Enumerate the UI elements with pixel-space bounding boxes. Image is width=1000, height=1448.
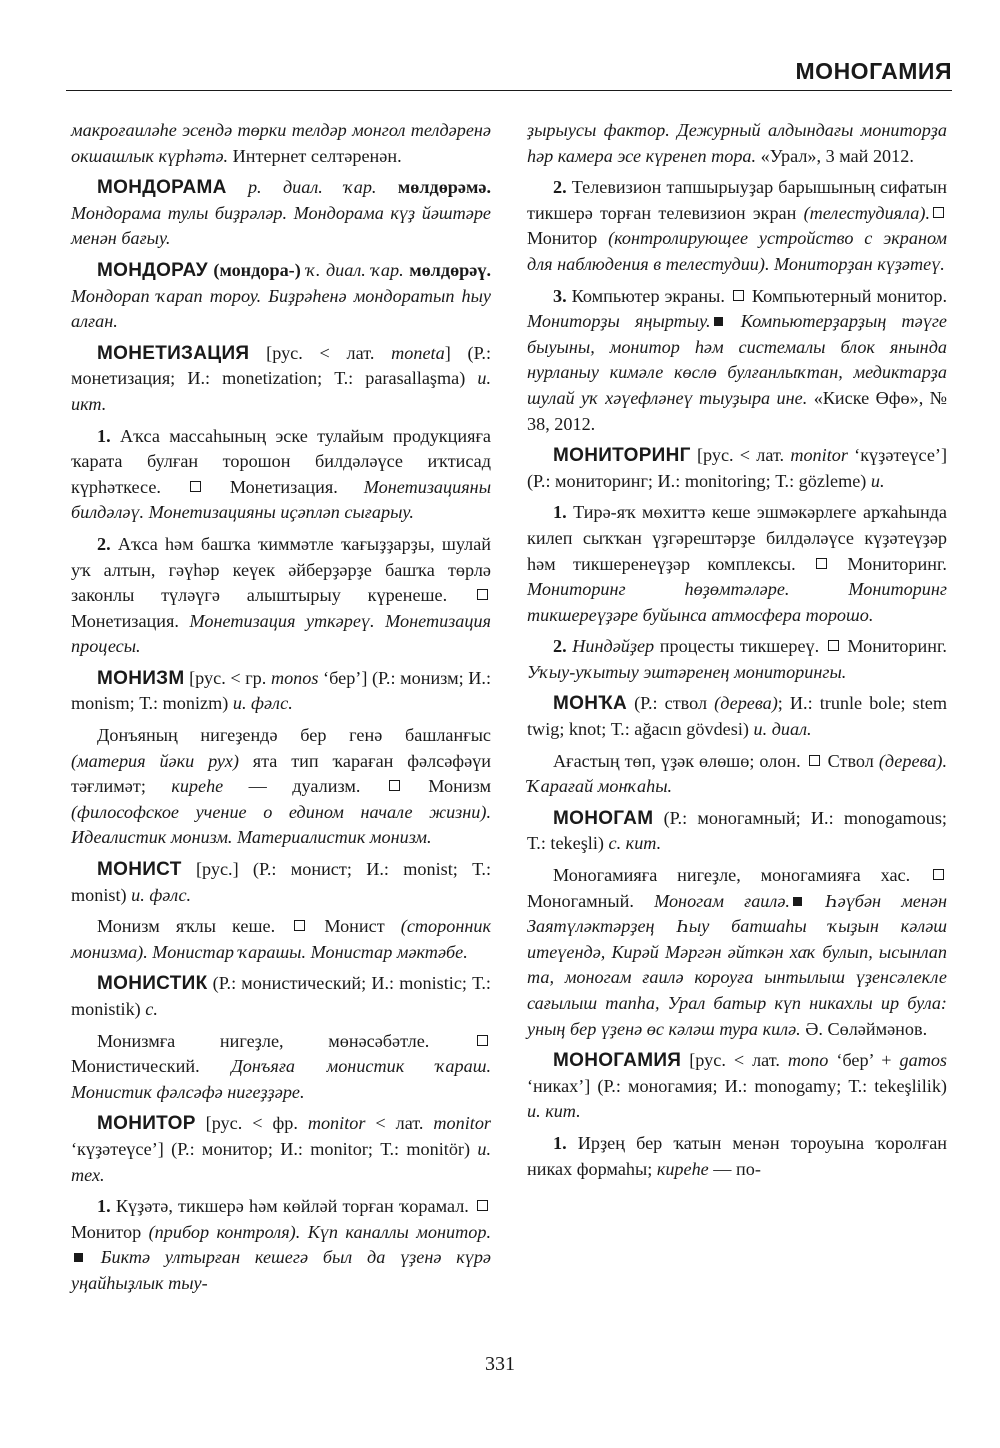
entry-text: макроғаиләһе эсендә төрки телдәр монгол телдәренә окшашлык күрһәтә. (71, 120, 491, 166)
definition-paragraph (527, 175, 947, 277)
entry-text: monitor (307, 1113, 366, 1134)
entry-text: 1. (97, 425, 111, 446)
entry-text: с. (145, 999, 158, 1019)
running-head: МОНОГАМИЯ (795, 58, 952, 84)
entry-text: и. фәлс. (131, 884, 192, 905)
entry-text: ята тип ҡараған фәлсәфәүи тәғлимәт; (71, 750, 491, 797)
open-square-icon (733, 290, 744, 301)
filled-square-icon (74, 1253, 83, 1262)
entry-text: Аҡса һәм башҡа ҡиммәтле ҡағыҙҙарҙы, шулай уҡ алтын, гәүһәр кеүек әйберҙәрҙе башҡа төрлә законлы түләүгә алыштырыу күренеше. (71, 533, 491, 606)
definition-paragraph (527, 500, 947, 628)
entry-text: 3. (553, 285, 567, 306)
entry-text: ] (Р.: монетизация; И.: monetization; Т.: parasallaşma) (71, 342, 492, 389)
headword: МОНДОРАМА (97, 177, 227, 199)
headword: МОНИТОРИНГ (553, 445, 691, 467)
entry-text: Моногамный. (527, 890, 655, 911)
entry-text: Аҡса массаһының эске тулайым продукцияға ҡарата булған торошон билдәләүсе иҡтисад күрһәткесе. (71, 425, 491, 497)
definition-paragraph (527, 1131, 947, 1182)
entry-text: ‘күҙәтеүсе’] (Р.: монитор; И.: monitor; Т.: monitör) (71, 1138, 478, 1159)
entry-text: Мониторинг һөҙөмтәләре. Мониторинг тикшереүҙәре буйынса атмосфера торошо. (527, 579, 947, 625)
definition-paragraph (71, 424, 491, 526)
entry-text: (контролирующее устройство с экраном для наблюдения в телестудии). Мониторҙан күҙәтеү. (527, 228, 947, 274)
dictionary-entry (71, 341, 491, 418)
dictionary-entry (527, 691, 947, 742)
entry-text: ҙырыусы фактор. Дежурный алдындағы мониторҙа һәр камера эсе күренеп тора. (527, 120, 947, 166)
entry-text: Мониторҙы яңыртыу. (527, 311, 711, 332)
entry-text: мөлдөрәмә. (397, 177, 491, 198)
entry-text: Уҡыу-уҡытыу эштәренең мониторингы. (527, 661, 847, 682)
entry-text: 2. (97, 533, 111, 554)
entry-text: Компьютер экраны. (566, 285, 730, 306)
entry-text: и. кит. (527, 1101, 581, 1122)
dictionary-entry (71, 857, 491, 908)
open-square-icon (828, 640, 839, 651)
definition-paragraph (527, 284, 947, 438)
open-square-icon (190, 481, 201, 492)
entry-text: Монизм (402, 776, 492, 797)
entry-text: Тирә-яҡ мөхиттә кеше эшмәкәрлеге арҡаһында килеп сыҡҡан үҙгәрештәрҙе билдәләүсе күҙәтеүҙәр һәм тикшеренеүҙәр комплексы. (527, 502, 947, 574)
entry-text: Биктә ултырған кешегә был да үҙенә күрә уңайһыҙлык тыу- (71, 1247, 491, 1293)
entry-text: — по- (708, 1158, 761, 1179)
entry-text: [рус. < лат. (681, 1050, 788, 1071)
open-square-icon (933, 207, 944, 218)
entry-text: и. фәлс. (232, 693, 293, 714)
entry-text: Ирҙең бер ҡатын менән тороуына ҡоролған никах формаһы; (527, 1132, 947, 1179)
entry-text: ҡ. диал. ҡар. (300, 259, 410, 280)
headword: МОНИСТИК (97, 973, 208, 995)
entry-text: monitor (790, 445, 848, 466)
entry-text: [рус. < фр. (195, 1113, 308, 1134)
entry-text: 2. (553, 177, 567, 198)
entry-text: (прибор контроля). Күп каналлы монитор. (148, 1221, 491, 1242)
entry-text: mono (787, 1050, 829, 1071)
entry-text: (Р.: моногамный; И.: monogamous; Т.: tekeşli) (527, 807, 947, 854)
entry-text: «Урал», 3 май 2012. (756, 145, 914, 166)
entry-text: Мониторинг. (830, 553, 947, 574)
open-square-icon (294, 920, 305, 931)
entry-text: [рус. < лат. (249, 342, 392, 363)
right-column (527, 118, 947, 1188)
definition-paragraph (71, 1029, 491, 1106)
entry-text: Монетизация. (203, 476, 364, 497)
entry-text: (Р.: ствол (627, 693, 715, 714)
entry-text: ‘никах’] (Р.: моногамия; И.: monogamy; Т.: tekeşlilik) (527, 1075, 947, 1096)
entry-text: Монист (308, 916, 401, 937)
definition-paragraph (527, 863, 947, 1042)
dictionary-entry (71, 666, 491, 717)
headword: МОНОГАМИЯ (553, 1050, 682, 1072)
dictionary-entry (71, 258, 491, 335)
entry-text: monos (270, 667, 319, 688)
entry-text: (сторонник монизма). Монистар ҡарашы. Монистар мәктәбе. (71, 916, 491, 962)
entry-text: Компьютерный монитор. (746, 285, 948, 306)
entry-text: ‘бер’ + (828, 1050, 900, 1071)
page-number: 331 (485, 1353, 515, 1375)
open-square-icon (477, 1035, 488, 1046)
open-square-icon (389, 780, 400, 791)
entry-text: < лат. (365, 1113, 434, 1134)
entry-text: ; И.: trunle bole; stem twig; knot; Т.: ağacın gövdesi) (527, 693, 947, 740)
entry-text: ‘бер’] (Р.: монизм; И.: monism; Т.: monizm) (71, 667, 492, 714)
definition-paragraph (71, 1194, 491, 1296)
entry-text: Донъяның нигеҙендә бер генә башланғыс (97, 725, 491, 746)
entry-text: (дерева). Ҡарағай монҡаһы. (527, 750, 947, 797)
entry-text: киреһе (656, 1158, 709, 1179)
dictionary-entry (527, 806, 947, 857)
entry-text: Ә. Сөләймәнов. (800, 1018, 928, 1039)
entry-text: Монистический. (71, 1056, 232, 1077)
entry-text: Мондорама тулы биҙрәләр. Мондорама күҙ йәштәре менән бағыу. (71, 202, 491, 249)
entry-text: Монитор (71, 1221, 149, 1242)
open-square-icon (933, 869, 944, 880)
entry-text: Монитор (527, 228, 609, 249)
headword: МОНҠА (553, 693, 628, 715)
dictionary-entry (71, 175, 491, 252)
definition-paragraph (71, 723, 491, 851)
entry-text: (Р.: монистический; И.: monistic; Т.: monistik) (71, 973, 491, 1019)
filled-square-icon (714, 317, 723, 326)
entry-text: Ағастың төп, үҙәк өлөшө; олон. (553, 750, 806, 771)
entry-text: Интернет селтәренән. (228, 145, 402, 166)
definition-paragraph (527, 634, 947, 685)
entry-text: киреһе (171, 776, 224, 797)
definition-paragraph (71, 914, 491, 965)
filled-square-icon (793, 897, 802, 906)
left-column (71, 118, 491, 1303)
entry-text: мөлдөрәү. (409, 259, 491, 280)
entry-text: ‘күҙәтеүсе’] (Р.: мониторинг; И.: monitoring; Т.: gözleme) (527, 445, 948, 491)
headword: МОНЕТИЗАЦИЯ (97, 342, 250, 364)
open-square-icon (477, 589, 488, 600)
entry-text: «Киске Өфө», № 38, 2012. (527, 387, 947, 434)
entry-text: Моногам ғаилә. (654, 890, 790, 911)
entry-text: р. диал. ҡар. (226, 177, 398, 198)
entry-text: Мониторинг. (841, 636, 947, 657)
entry-text: (дерева) (714, 693, 778, 714)
definition-paragraph (527, 118, 947, 169)
entry-text: Монизмға нигеҙле, мөнәсәбәтле. (97, 1030, 474, 1051)
entry-text: (телестудияла). (803, 202, 930, 223)
headword: МОНДОРАУ (97, 259, 208, 281)
headword: МОНИТОР (97, 1113, 196, 1135)
entry-text: с. кит. (608, 833, 662, 854)
entry-text: (мондора-) (207, 259, 301, 280)
definition-paragraph (71, 532, 491, 660)
entry-text: и. тех. (71, 1138, 491, 1185)
headword: МОНИСТ (97, 859, 182, 881)
headword: МОНОГАМ (553, 807, 654, 829)
entry-text: Ствол (822, 750, 879, 771)
open-square-icon (809, 755, 820, 766)
entry-text: [рус. < гр. (184, 667, 271, 688)
entry-text: (философское учение о едином начале жизни). Идеалистик монизм. Материалистик монизм. (71, 801, 491, 848)
dictionary-entry (527, 443, 947, 494)
dictionary-entry (71, 1111, 491, 1188)
entry-text: Телевизион тапшырыуҙар барышының сифатын тикшерә торған телевизион экран (527, 177, 947, 223)
definition-paragraph (527, 749, 947, 800)
entry-text: — дуализм. (223, 776, 386, 797)
entry-text: Һәүбән менән Заятүләктәрҙең Һыу батшаһы ҡыҙын кәләш итеүендә, Кирәй Мәргән әйткән хаҡ булып, ысынлап та, моногам ғаилә короуға ынтылыш үҙенсәлекле сағылыш тапһа, Урал батыр күп никахлы ир була: уның бер үҙенә өс кәләш тура килә. (527, 890, 947, 1039)
entry-text: moneta (391, 342, 445, 363)
header-rule (66, 90, 952, 91)
entry-text: Монетизацияны билдәләү. Монетизацияны иҫәпләп сығарыу. (71, 476, 492, 523)
dictionary-entry (71, 971, 491, 1022)
entry-text: 2. (553, 636, 567, 657)
entry-text: Ниндәйҙер (566, 636, 655, 657)
entry-text: и. икт. (71, 368, 491, 414)
entry-text: 1. (97, 1196, 111, 1217)
open-square-icon (477, 1200, 488, 1211)
definition-paragraph (71, 118, 491, 169)
dictionary-entry (527, 1048, 947, 1125)
entry-text: (материя йәки рух) (71, 750, 239, 771)
entry-text: процесты тикшереү. (654, 636, 825, 657)
entry-text: [рус. < лат. (690, 445, 791, 466)
entry-text: и. диал. (753, 719, 812, 740)
entry-text: Күҙәтә, тикшерә һәм көйләй торған ҡорамал. (110, 1196, 474, 1217)
entry-text: Монетизация уткәреү. Монетизация процесы. (71, 610, 491, 657)
entry-text: Донъяға монистик ҡараш. Монистик фәлсәфә нигеҙҙәре. (71, 1056, 491, 1102)
entry-text: [рус.] (Р.: монист; И.: monist; Т.: monist) (71, 859, 491, 905)
entry-text: Монетизация. (71, 610, 190, 631)
entry-text: gamos (899, 1050, 948, 1071)
entry-text: Компьютерҙарҙың тәүге быуыны, монитор һәм системалы блок янында нурланыу кимәле көслө булғанлыҡтан, медиктарҙа шулай уҡ хәүефләнеү тыуҙыра ине. (527, 311, 947, 408)
entry-text: 1. (553, 1132, 567, 1153)
entry-text: и. (870, 470, 885, 491)
entry-text: Монизм яҡлы кеше. (97, 916, 292, 937)
entry-text: 1. (553, 502, 567, 523)
entry-text: Моногамияға нигеҙле, моногамияға хас. (553, 865, 930, 886)
headword: МОНИЗМ (97, 667, 185, 689)
entry-text: monitor (433, 1113, 491, 1134)
open-square-icon (816, 558, 827, 569)
entry-text: Мондорап ҡарап тороу. Биҙрәһенә мондоратып һыу алған. (71, 285, 491, 332)
